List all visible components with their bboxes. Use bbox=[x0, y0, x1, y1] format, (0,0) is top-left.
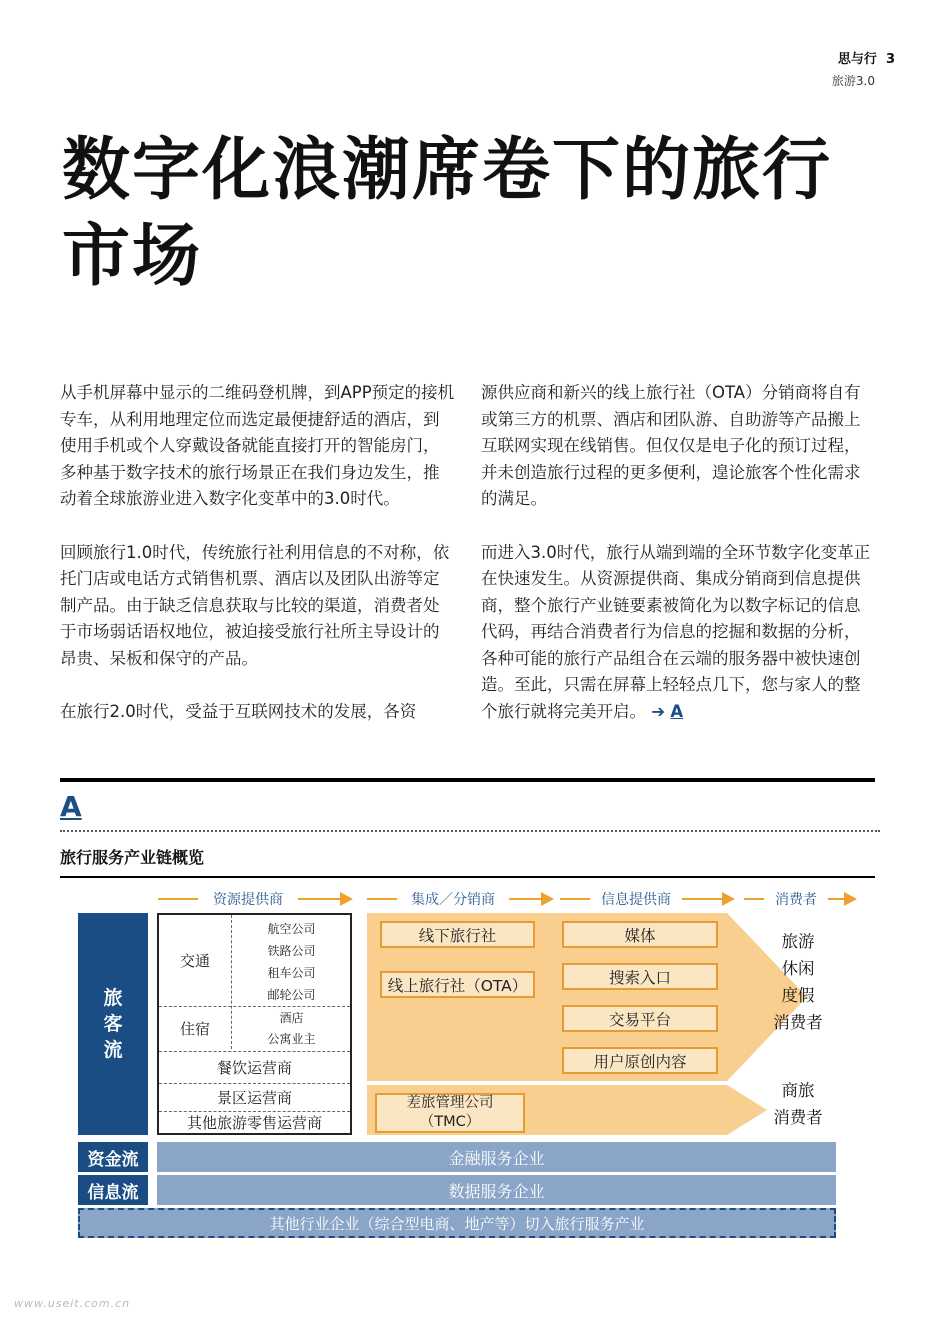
travel-management-company: 差旅管理公司 （TMC） bbox=[375, 1093, 525, 1133]
stage-line bbox=[560, 898, 590, 900]
info-provider-ugc: 用户原创内容 bbox=[562, 1047, 718, 1074]
catering-operator: 餐饮运营商 bbox=[216, 1058, 292, 1077]
leisure-consumers bbox=[762, 928, 834, 1036]
data-services-bar: 数据服务企业 bbox=[157, 1175, 836, 1205]
business-consumers bbox=[762, 1077, 834, 1131]
lodging-label: 住宿 bbox=[179, 1019, 210, 1038]
subsection-label: 旅游3.0 bbox=[831, 74, 875, 88]
scenic-operator: 景区运营商 bbox=[216, 1088, 292, 1107]
consumer-line: 消费者 bbox=[773, 1013, 823, 1032]
arrow-right-icon bbox=[722, 892, 735, 906]
divider bbox=[231, 915, 232, 1049]
arrow-icon: ➔ bbox=[651, 701, 666, 721]
transport-item: 铁路公司 bbox=[267, 943, 316, 958]
stage-distributor: 集成／分销商 bbox=[411, 892, 495, 908]
consumer-line: 度假 bbox=[781, 986, 815, 1005]
consumer-line: 商旅 bbox=[781, 1081, 815, 1100]
paragraph-1: 从手机屏幕中显示的二维码登机牌，到APP预定的接机专车，从利用地理定位而选定最便捷舒适的酒店，到使用手机或个人穿戴设备就能直接打开的智能房门，多种基于数字技术的旅行场景正在我们身边发生，推动着全球旅游业进入数字化变革中的3.0时代。 bbox=[60, 383, 455, 508]
info-provider-trading: 交易平台 bbox=[562, 1005, 718, 1032]
figure-title-rule bbox=[60, 876, 875, 878]
stage-line bbox=[682, 898, 722, 900]
arrow-right-icon bbox=[844, 892, 857, 906]
info-provider-search: 搜索入口 bbox=[562, 963, 718, 990]
passenger-flow-char: 流 bbox=[103, 1039, 123, 1061]
arrow-right-icon bbox=[340, 892, 353, 906]
consumer-line: 休闲 bbox=[781, 959, 815, 978]
stage-line bbox=[367, 898, 397, 900]
stage-line bbox=[158, 898, 198, 900]
section-name: 思与行 bbox=[837, 52, 877, 67]
transport-label: 交通 bbox=[179, 951, 210, 970]
info-provider-media: 媒体 bbox=[562, 921, 718, 948]
page-title bbox=[62, 128, 882, 300]
offline-travel-agency: 线下旅行社 bbox=[380, 921, 535, 948]
figure-dotted-divider bbox=[60, 830, 880, 832]
finance-services-bar: 金融服务企业 bbox=[157, 1142, 836, 1172]
lodging-item: 公寓业主 bbox=[267, 1031, 316, 1046]
other-industries-bar: 其他行业企业（综合型电商、地产等）切入旅行服务产业 bbox=[78, 1208, 836, 1238]
body-column-right bbox=[481, 380, 876, 752]
title-line-1: 数字化浪潮席卷下的旅行 bbox=[62, 131, 833, 210]
stage-line bbox=[744, 898, 764, 900]
capital-flow-label: 资金流 bbox=[78, 1142, 148, 1172]
passenger-flow-char: 旅 bbox=[103, 987, 123, 1009]
stage-line bbox=[298, 898, 340, 900]
transport-item: 邮轮公司 bbox=[267, 987, 316, 1002]
paragraph-2: 回顾旅行1.0时代，传统旅行社利用信息的不对称，依托门店或电话方式销售机票、酒店以及团队出游等定制产品。由于缺乏信息获取与比较的渠道，消费者处于市场弱话语权地位，被迫接受旅行社所主导设计的昂贵、呆板和保守的产品。 bbox=[60, 542, 450, 668]
page-number: 3 bbox=[885, 52, 895, 67]
online-travel-agency: 线上旅行社（OTA） bbox=[380, 971, 535, 998]
paragraph-3-start: 在旅行2.0时代，受益于互联网技术的发展，各资 bbox=[60, 702, 417, 721]
title-line-2: 市场 bbox=[62, 217, 203, 296]
stage-info-provider: 信息提供商 bbox=[601, 892, 671, 908]
section-header bbox=[838, 48, 895, 67]
stage-line bbox=[828, 898, 844, 900]
paragraph-3-cont: 源供应商和新兴的线上旅行社（OTA）分销商将自有或第三方的机票、酒店和团队游、自助游等产品搬上互联网实现在线销售。但仅仅是电子化的预订过程，并未创造旅行过程的更多便利，遑论旅客个性化需求的满足。 bbox=[481, 383, 861, 508]
figure-title: 旅行服务产业链概览 bbox=[60, 848, 205, 867]
consumer-line: 消费者 bbox=[773, 1108, 823, 1127]
paragraph-4-text: 而进入3.0时代，旅行从端到端的全环节数字化变革正在快速发生。从资源提供商、集成分销商到信息提供商，整个旅行产业链要素被简化为以数字标记的信息代码，再结合消费者行为信息的挖掘和数据的分析，各种可能的旅行产品组合在云端的服务器中被快速创造。至此，只需在屏幕上轻轻点几下，您与家人的整个旅行就将完美开启。 bbox=[481, 542, 871, 721]
lodging-item: 酒店 bbox=[279, 1010, 304, 1025]
figure-ref-link[interactable]: A bbox=[670, 701, 684, 721]
transport-item: 租车公司 bbox=[267, 965, 316, 980]
consumer-line: 旅游 bbox=[781, 932, 815, 951]
transport-item: 航空公司 bbox=[267, 921, 316, 936]
stage-line bbox=[509, 898, 541, 900]
resource-provider-box bbox=[157, 913, 352, 1135]
stage-consumer: 消费者 bbox=[775, 892, 817, 908]
stage-resource-provider: 资源提供商 bbox=[213, 892, 283, 908]
figure-letter: A bbox=[60, 790, 82, 823]
passenger-flow-char: 客 bbox=[103, 1013, 123, 1035]
paragraph-4 bbox=[481, 540, 876, 726]
body-column-left bbox=[60, 380, 455, 753]
passenger-flow-bar bbox=[78, 913, 148, 1135]
arrow-right-icon bbox=[541, 892, 554, 906]
watermark: www.useit.com.cn bbox=[14, 1297, 131, 1310]
figure-top-rule bbox=[60, 778, 875, 782]
info-flow-label: 信息流 bbox=[78, 1175, 148, 1205]
other-retail-operator: 其他旅游零售运营商 bbox=[186, 1114, 322, 1132]
